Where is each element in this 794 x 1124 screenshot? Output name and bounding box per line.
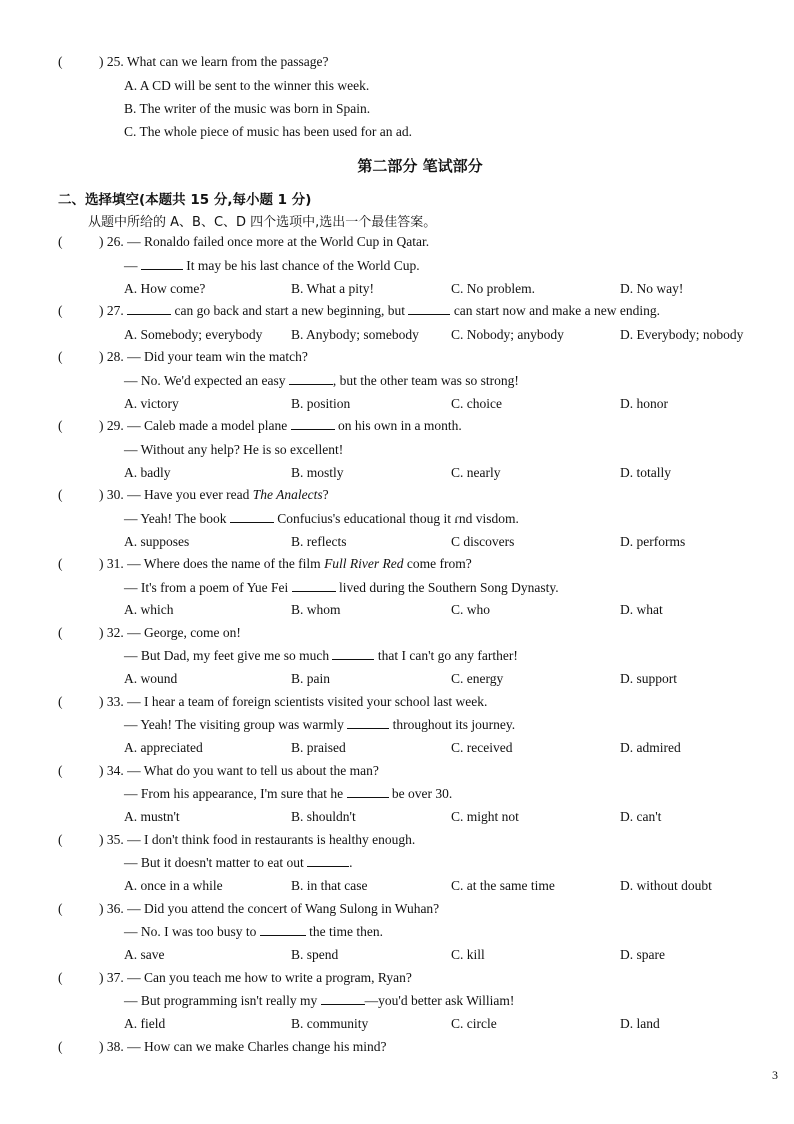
- answer-paren: (: [58, 694, 63, 709]
- answer-blank: [141, 257, 183, 270]
- answer-blank: [127, 302, 171, 315]
- text: the time then.: [305, 924, 383, 939]
- option-a: A. badly: [124, 465, 171, 480]
- dash: —: [124, 258, 141, 273]
- option-c: C. Nobody; anybody: [451, 327, 564, 342]
- option-c: C. The whole piece of music has been used for an ad.: [124, 124, 413, 139]
- book-title: The Analects: [252, 487, 323, 502]
- option-d: D. land: [620, 1016, 660, 1031]
- answer-paren: (: [58, 832, 63, 847]
- text: — Yeah! The visiting group was warmly: [124, 717, 348, 732]
- question-line: [124, 579, 559, 597]
- option-c: C. choice: [451, 396, 502, 411]
- answer-blank: [321, 992, 365, 1005]
- option-d: D. Everybody; nobody: [620, 327, 744, 342]
- question-line: [124, 923, 383, 941]
- answer-paren: (: [58, 625, 63, 640]
- option-a: A. field: [124, 1016, 166, 1031]
- answer-blank: [347, 716, 389, 729]
- option-b: B. reflects: [291, 534, 347, 549]
- question-33: ) 33. — I hear a team of foreign scientists visited your school last week.: [99, 694, 488, 709]
- question-25: ) 25. What can we learn from the passage?: [99, 54, 329, 69]
- answer-blank: [408, 302, 450, 315]
- option-d: D. honor: [620, 396, 668, 411]
- text: Confucius's educational thoug it ɾnd visdom.: [273, 511, 519, 526]
- option-b: B. in that case: [291, 878, 368, 893]
- question-36: ) 36. — Did you attend the concert of Wang Sulong in Wuhan?: [99, 901, 440, 916]
- option-b: B. community: [291, 1016, 369, 1031]
- text: that I can't go any farther!: [374, 648, 518, 663]
- question-line: [124, 785, 452, 803]
- text: ?: [322, 487, 329, 502]
- question-38: ) 38. — How can we make Charles change his mind?: [99, 1039, 387, 1054]
- option-a: A. mustn't: [124, 809, 180, 824]
- option-c: C. energy: [451, 671, 504, 686]
- option-a: A. appreciated: [124, 740, 203, 755]
- option-c: C. at the same time: [451, 878, 555, 893]
- answer-paren: (: [58, 970, 63, 985]
- option-c: C. nearly: [451, 465, 501, 480]
- option-d: D. No way!: [620, 281, 684, 296]
- text: lived during the Southern Song Dynasty.: [335, 580, 559, 595]
- answer-blank: [332, 647, 374, 660]
- answer-blank: [347, 785, 389, 798]
- option-c: C. No problem.: [451, 281, 535, 296]
- option-a: A. victory: [124, 396, 179, 411]
- option-b: B. mostly: [291, 465, 344, 480]
- option-b: B. The writer of the music was born in Spain.: [124, 101, 371, 116]
- option-d: D. performs: [620, 534, 686, 549]
- question-34: ) 34. — What do you want to tell us about the man?: [99, 763, 379, 778]
- text: It may be his last chance of the World Cup.: [182, 258, 420, 273]
- text: — But Dad, my feet give me so much: [124, 648, 333, 663]
- text: throughout its journey.: [389, 717, 516, 732]
- option-b: B. pain: [291, 671, 330, 686]
- question-line: — Without any help? He is so excellent!: [124, 442, 344, 457]
- question-32: ) 32. — George, come on!: [99, 625, 241, 640]
- answer-blank: [260, 923, 306, 936]
- option-b: B. Anybody; somebody: [291, 327, 419, 342]
- option-b: B. What a pity!: [291, 281, 374, 296]
- option-c: C. circle: [451, 1016, 497, 1031]
- text: ) 31. — Where does the name of the film: [99, 556, 325, 571]
- option-d: D. without doubt: [620, 878, 712, 893]
- answer-blank: [291, 417, 335, 430]
- option-c: C. might not: [451, 809, 519, 824]
- answer-paren: (: [58, 349, 63, 364]
- answer-blank: [292, 579, 336, 592]
- answer-paren: (: [58, 487, 63, 502]
- answer-blank: [289, 372, 333, 385]
- section-title: 二、选择填空(本题共 15 分,每小题 1 分): [58, 192, 312, 208]
- page-number: 3: [772, 1068, 778, 1082]
- question-line: [124, 716, 515, 734]
- text: be over 30.: [388, 786, 453, 801]
- option-a: A. How come?: [124, 281, 206, 296]
- answer-blank: [307, 854, 349, 867]
- question-35: ) 35. — I don't think food in restaurants is healthy enough.: [99, 832, 416, 847]
- option-b: B. position: [291, 396, 351, 411]
- option-c: C. who: [451, 602, 491, 617]
- option-d: D. spare: [620, 947, 665, 962]
- text: come from?: [403, 556, 472, 571]
- answer-paren: (: [58, 418, 63, 433]
- answer-paren: (: [58, 901, 63, 916]
- text: — But programming isn't really my: [124, 993, 321, 1008]
- option-b: B. spend: [291, 947, 339, 962]
- option-d: D. totally: [620, 465, 671, 480]
- answer-paren: (: [58, 1039, 63, 1054]
- answer-paren: (: [58, 763, 63, 778]
- num: ) 27.: [99, 303, 128, 318]
- text: .: [349, 855, 353, 870]
- text: — It's from a poem of Yue Fei: [124, 580, 292, 595]
- option-b: B. shouldn't: [291, 809, 356, 824]
- text: —you'd better ask William!: [364, 993, 515, 1008]
- text: on his own in a month.: [334, 418, 462, 433]
- answer-paren: (: [58, 303, 63, 318]
- text: — But it doesn't matter to eat out: [124, 855, 308, 870]
- text: — From his appearance, I'm sure that he: [124, 786, 347, 801]
- question-line: [124, 257, 420, 275]
- text: ) 30. — Have you ever read: [99, 487, 253, 502]
- film-title: Full River Red: [324, 556, 404, 571]
- option-a: A. once in a while: [124, 878, 223, 893]
- option-d: D. admired: [620, 740, 681, 755]
- option-c: C. received: [451, 740, 513, 755]
- question-26: ) 26. — Ronaldo failed once more at the World Cup in Qatar.: [99, 234, 430, 249]
- text: , but the other team was so strong!: [332, 373, 519, 388]
- question-27: [99, 302, 660, 320]
- answer-paren: (: [58, 234, 63, 249]
- option-d: D. support: [620, 671, 677, 686]
- answer-blank: [230, 510, 274, 523]
- option-d: D. what: [620, 602, 663, 617]
- text: — No. I was too busy to: [124, 924, 260, 939]
- option-a: A. supposes: [124, 534, 190, 549]
- answer-paren: (: [58, 556, 63, 571]
- question-line: [124, 854, 353, 872]
- question-line: [124, 510, 519, 528]
- option-a: A. Somebody; everybody: [124, 327, 263, 342]
- question-line: [124, 647, 518, 665]
- text: — No. We'd expected an easy: [124, 373, 289, 388]
- option-a: A. A CD will be sent to the winner this week.: [124, 78, 370, 93]
- text: ) 29. — Caleb made a model plane: [99, 418, 291, 433]
- question-29: [99, 417, 462, 435]
- question-37: ) 37. — Can you teach me how to write a program, Ryan?: [99, 970, 412, 985]
- option-c: C discovers: [451, 534, 515, 549]
- option-b: B. whom: [291, 602, 341, 617]
- option-a: A. which: [124, 602, 174, 617]
- part-title: 第二部分 笔试部分: [357, 157, 483, 175]
- question-line: [124, 992, 514, 1010]
- question-line: [124, 372, 519, 390]
- question-30: [99, 486, 329, 504]
- option-a: A. wound: [124, 671, 178, 686]
- answer-paren: (: [58, 54, 63, 69]
- option-b: B. praised: [291, 740, 346, 755]
- instruction: 从题中所给的 A、B、C、D 四个选项中,选出一个最佳答案。: [88, 215, 437, 230]
- option-a: A. save: [124, 947, 165, 962]
- text: — Yeah! The book: [124, 511, 230, 526]
- text: can start now and make a new ending.: [450, 303, 660, 318]
- option-c: C. kill: [451, 947, 485, 962]
- option-d: D. can't: [620, 809, 662, 824]
- question-28: ) 28. — Did your team win the match?: [99, 349, 308, 364]
- question-31: [99, 555, 472, 573]
- text: can go back and start a new beginning, but: [171, 303, 409, 318]
